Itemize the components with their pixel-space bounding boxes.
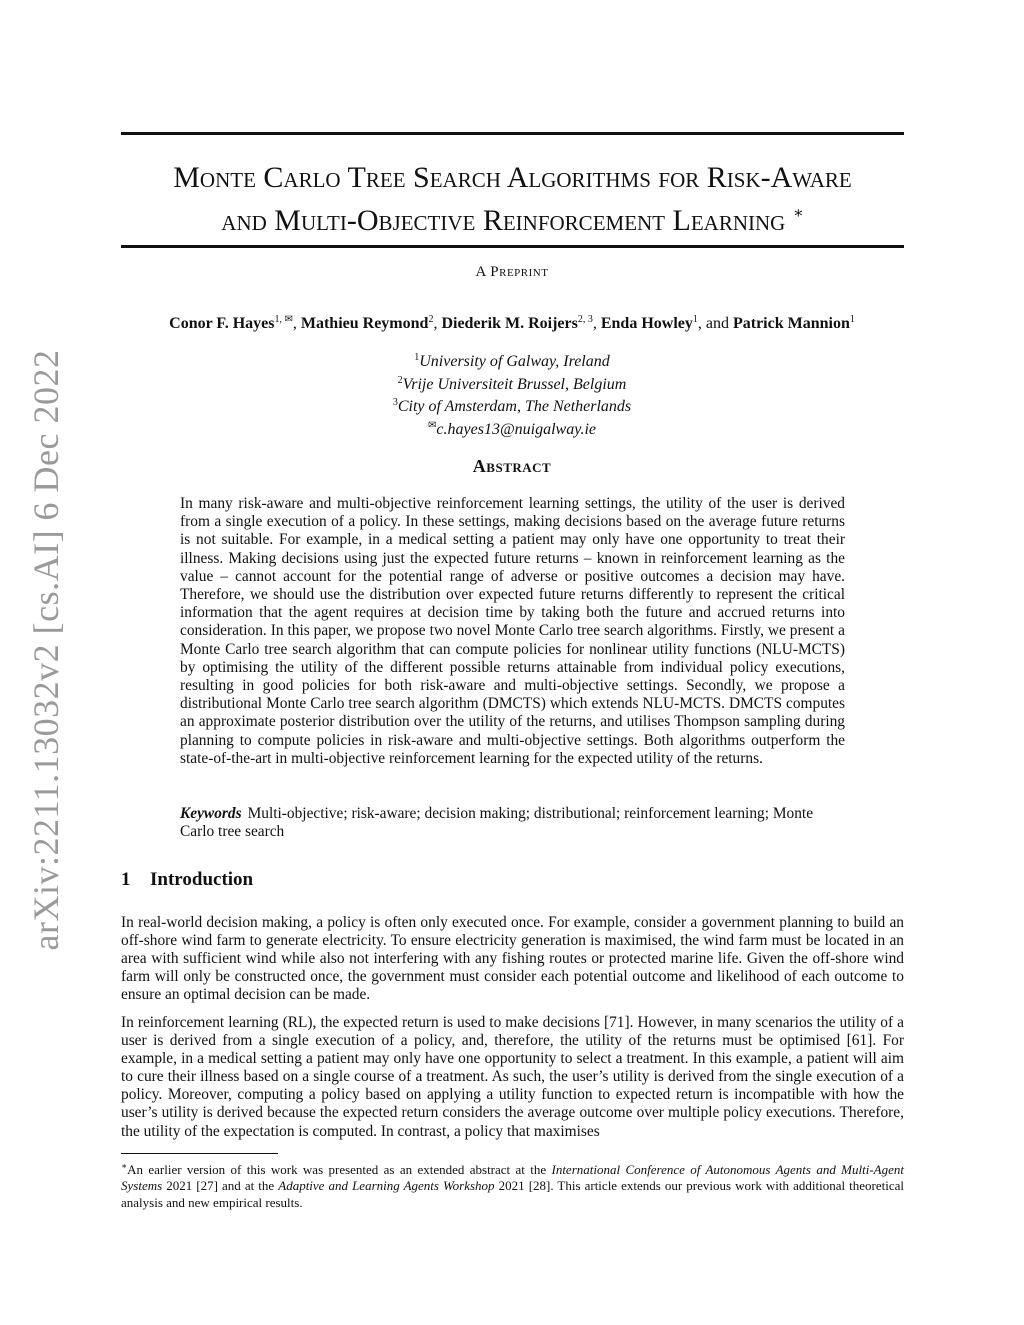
- footnote-text: An earlier version of this work was presented as an extended abstract at the: [127, 1162, 552, 1177]
- keywords-text: Multi-objective; risk-aware; decision making; distributional; reinforcement learning; Monte Carlo tree search: [180, 805, 814, 841]
- section-title: Introduction: [150, 869, 254, 890]
- paper-title: [121, 160, 904, 239]
- affiliation-marker: 2: [397, 374, 403, 386]
- affiliation-text: University of Galway, Ireland: [419, 353, 610, 370]
- keywords-label: Keywords: [180, 805, 242, 822]
- footnote-text: 2021 [28]. This article extends our previous work with additional theoretical analysis and new empirical results.: [121, 1178, 905, 1210]
- author-name: Diederik M. Roijers: [441, 315, 578, 332]
- section-number: 1: [121, 869, 131, 890]
- author-affiliation-marker: 1: [849, 314, 855, 325]
- abstract-heading: Abstract: [472, 456, 552, 476]
- title-footnote-marker: ∗: [792, 205, 804, 222]
- title-top-rule: [121, 132, 904, 135]
- author-separator: ,: [592, 315, 601, 332]
- affiliation-item: [0, 372, 1024, 395]
- affiliation-marker: 1: [414, 352, 420, 363]
- section-heading-introduction: [121, 869, 253, 891]
- affiliation-marker: 3: [392, 397, 398, 408]
- author-separator: ,: [433, 315, 442, 332]
- footnote: [121, 1158, 904, 1211]
- author-separator: , and: [697, 315, 733, 332]
- author-list: [0, 314, 1024, 333]
- contact-email[interactable]: c.hayes13@nuigalway.ie: [436, 420, 596, 438]
- footnote-venue: International Conference of Autonomous Agents and Multi-Agent Systems: [121, 1162, 904, 1194]
- arxiv-identifier: arXiv:2211.13032v2 [cs.AI] 6 Dec 2022: [26, 349, 66, 951]
- footnote-text: 2021 [27] and at the: [162, 1178, 279, 1194]
- author-name: Patrick Mannion: [732, 315, 850, 332]
- author-affiliation-marker: 1, ✉: [274, 314, 293, 325]
- author-affiliation-marker: 2, 3: [577, 314, 593, 325]
- footnote-marker: ∗: [121, 1161, 128, 1171]
- title-line-2-text: and Multi-Objective Reinforcement Learning: [221, 204, 786, 237]
- keywords: [180, 805, 845, 841]
- affiliation-list: [0, 349, 1024, 439]
- affiliation-item: [0, 417, 1024, 440]
- affiliation-text: Vrije Universiteit Brussel, Belgium: [402, 375, 627, 393]
- title-bottom-rule: [121, 245, 904, 248]
- affiliation-item: [0, 394, 1024, 417]
- author-affiliation-marker: 2: [428, 314, 434, 325]
- title-line-2: [121, 196, 904, 239]
- affiliation-text: City of Amsterdam, The Netherlands: [397, 398, 632, 415]
- author-name: Enda Howley: [600, 315, 693, 332]
- intro-paragraph: In real-world decision making, a policy is often only executed once. For example, consider a government planning to build an off-shore wind farm to generate electricity. To ensure electricity generation is maximised, the wind farm must be located in an area with sufficient wind while also not interfering with any fishing routes or protected marine life. Given the off-shore wind farm will only be constructed once, the government must consider each potential outcome and likelihood of each outcome to ensure an optimal decision can be made.: [121, 914, 904, 1004]
- intro-paragraph: In reinforcement learning (RL), the expected return is used to make decisions [71]. However, in many scenarios the utility of a user is derived from a single execution of a policy, and, therefore, the utility of the returns must be optimised [61]. For example, in a medical setting a patient may only have one opportunity to select a treatment. In this example, a patient will aim to cure their illness based on a single course of a treatment. As such, the user’s utility is derived from the single execution of a policy. Moreover, computing a policy based on applying a utility function to expected return is incompatible with how the user’s utility is derived because the expected return considers the average outcome over multiple policy executions. Therefore, the utility of the expectation is computed. In contrast, a policy that maximises: [121, 1014, 904, 1140]
- author-name: Conor F. Hayes: [169, 315, 275, 332]
- abstract-body: In many risk-aware and multi-objective reinforcement learning settings, the utility of the user is derived from a single execution of a policy. In these settings, making decisions based on the average future returns is not suitable. For example, in a medical setting a patient may only have one opportunity to treat their illness. Making decisions using just the expected future returns – known in reinforcement learning as the value – cannot account for the potential range of adverse or positive outcomes a decision may have. Therefore, we should use the distribution over expected future returns differently to represent the critical information that the agent requires at decision time by taking both the future and accrued returns into consideration. In this paper, we propose two novel Monte Carlo tree search algorithms. Firstly, we present a Monte Carlo tree search algorithm that can compute policies for nonlinear utility functions (NLU-MCTS) by optimising the utility of the different possible returns attainable from individual policy executions, resulting in good policies for both risk-aware and multi-objective settings. Secondly, we propose a distributional Monte Carlo tree search algorithm (DMCTS) which extends NLU-MCTS. DMCTS computes an approximate posterior distribution over the utility of the returns, and utilises Thompson sampling during planning to compute policies in risk-aware and multi-objective settings. Both algorithms outperform the state-of-the-art in multi-objective reinforcement learning for the expected utility of the returns.: [180, 495, 845, 767]
- author-separator: ,: [292, 315, 301, 332]
- title-line-1: Monte Carlo Tree Search Algorithms for Risk-Aware: [173, 161, 852, 194]
- affiliation-item: [0, 349, 1024, 372]
- footnote-venue: Adaptive and Learning Agents Workshop: [278, 1178, 495, 1194]
- author-name: Mathieu Reymond: [300, 315, 429, 332]
- email-icon: ✉: [428, 419, 437, 431]
- author-affiliation-marker: 1: [692, 314, 698, 325]
- preprint-label: A Preprint: [475, 264, 549, 280]
- footnote-rule: [121, 1153, 278, 1154]
